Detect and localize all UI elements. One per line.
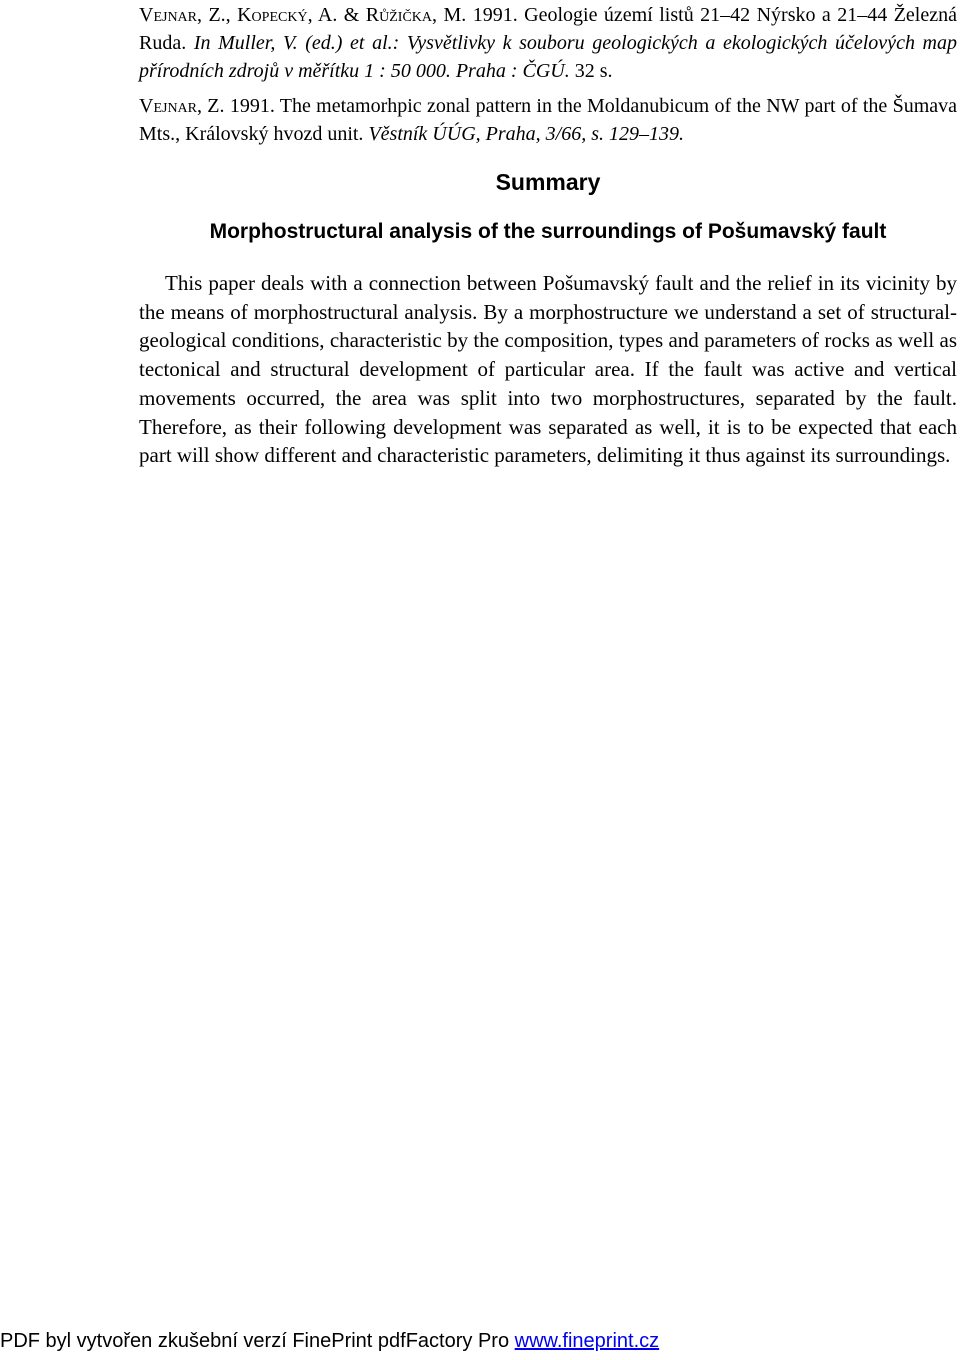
reference-authors: Vejnar, Z. bbox=[139, 95, 225, 117]
reference-source: In Muller, V. (ed.) et al.: Vysvětlivky k souboru geologických a ekologických účelových map přírodních zdrojů v měřítku 1 : 50 000. Praha : ČGÚ. bbox=[139, 32, 957, 82]
reference-text: 1991. The metamorhpic zonal pattern in the Moldanubicum of the NW part of the Šumava Mts., Královský hvozd unit. bbox=[139, 95, 958, 145]
footer-link[interactable]: www.fineprint.cz bbox=[514, 1330, 660, 1352]
reference-entry bbox=[139, 0, 957, 85]
reference-authors: Vejnar, Z., Kopecký, A. & Růžička, M. bbox=[139, 4, 467, 26]
summary-paragraph: This paper deals with a connection between Pošumavský fault and the relief in its vicinity by the means of morphostructural analysis. By a morphostructure we understand a set of structural-geological conditions, characteristic by the composition, types and parameters of rocks as well as tectonical and structural development of particular area. If the fault was active and vertical movements occurred, the area was split into two morphostructures, separated by the fault. Therefore, as their following development was separated as well, it is to be expected that each part will show different and characteristic parameters, delimiting it thus against its surroundings. bbox=[139, 271, 957, 468]
reference-source: Věstník ÚÚG, Praha, 3/66, s. 129–139. bbox=[368, 123, 684, 145]
pdf-footer bbox=[0, 1330, 659, 1353]
document-page bbox=[139, 0, 957, 470]
summary-subtitle: Morphostructural analysis of the surroundings of Pošumavský fault bbox=[209, 220, 887, 243]
reference-text: 1991. Geologie území listů 21–42 Nýrsko a 21–44 Železná Ruda. bbox=[139, 4, 957, 54]
reference-pages: 32 s. bbox=[569, 60, 613, 82]
footer-text: PDF byl vytvořen zkušební verzí FinePrint pdfFactory Pro bbox=[0, 1330, 515, 1352]
summary-heading: Summary bbox=[495, 169, 601, 195]
reference-entry bbox=[139, 92, 957, 148]
